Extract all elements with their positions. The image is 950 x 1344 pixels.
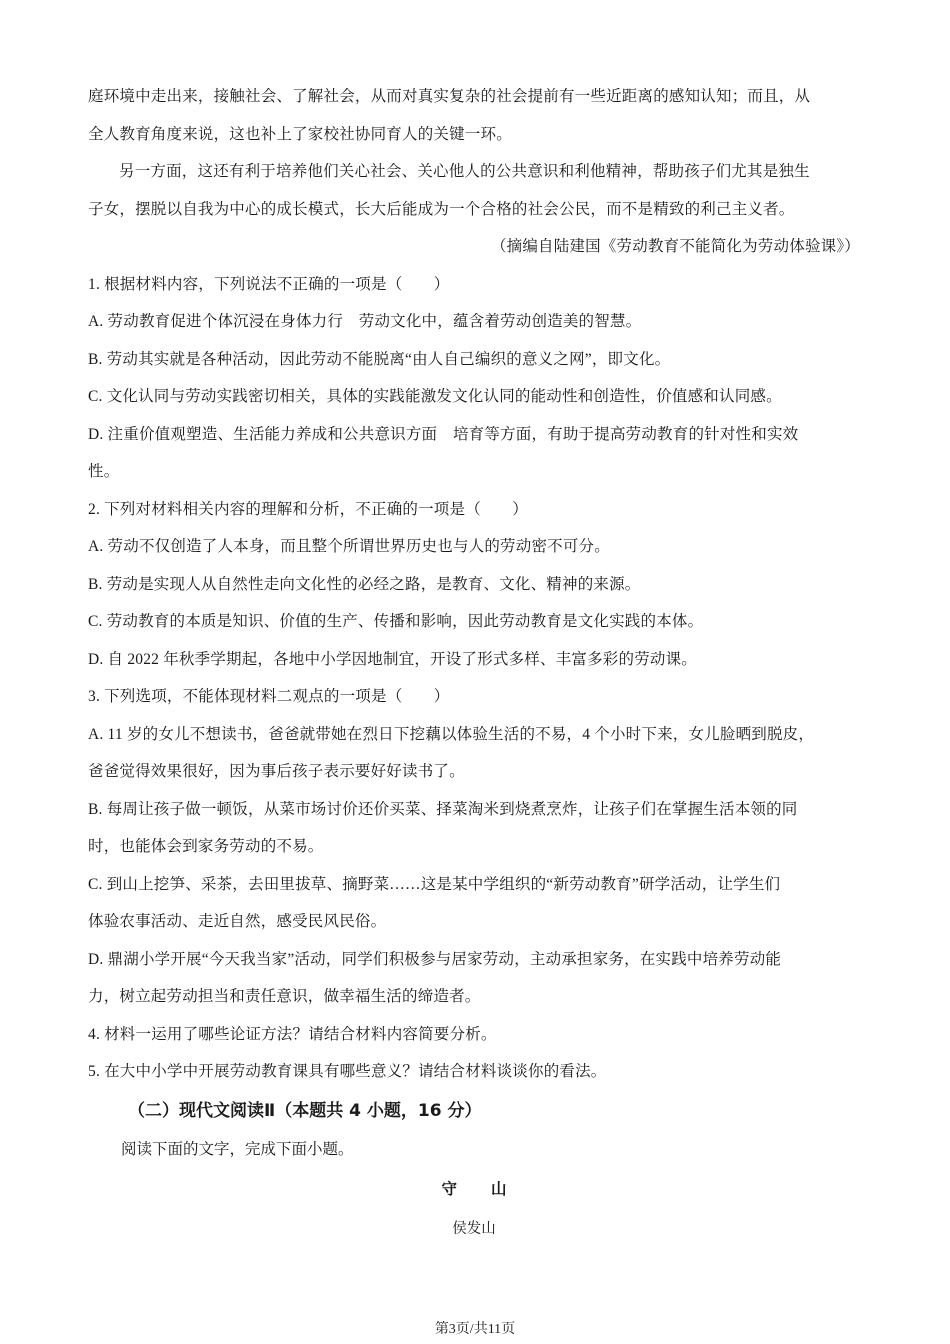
passage-line: 全人教育角度来说，这也补上了家校社协同育人的关键一环。	[88, 124, 512, 143]
question-3-option-d-cont: 力，树立起劳动担当和责任意识，做幸福生活的缔造者。	[88, 988, 481, 1005]
passage-line: 子女，摆脱以自我为中心的成长模式，长大后能成为一个合格的社会公民，而不是精致的利己主义者。	[88, 199, 795, 218]
story-author: 侯发山	[452, 1220, 496, 1237]
question-3-option-b: B. 每周让孩子做一顿饭，从菜市场讨价还价买菜、择菜淘米到烧煮烹炸，让孩子们在掌握生活本领的同	[88, 800, 798, 818]
question-3-stem: 3. 下列选项，不能体现材料二观点的一项是（ ）	[88, 688, 450, 705]
question-2-option-b: B. 劳动是实现人从自然性走向文化性的必经之路，是教育、文化、精神的来源。	[88, 575, 641, 593]
section-heading: （二）现代文阅读Ⅱ（本题共 4 小题，16 分）	[128, 1100, 482, 1121]
page-footer: 第3页/共11页	[434, 1322, 516, 1337]
question-1-option-d: D. 注重价值观塑造、生活能力养成和公共意识方面 培育等方面，有助于提高劳动教育的针对性和实效	[88, 425, 799, 443]
section-instruction: 阅读下面的文字，完成下面小题。	[121, 1139, 354, 1158]
question-3-option-d: D. 鼎湖小学开展“今天我当家”活动，同学们积极参与居家劳动，主动承担家务，在实践中培养劳动能	[88, 950, 782, 968]
question-list	[88, 266, 860, 1091]
story-title: 守山	[441, 1179, 541, 1198]
passage-line: 另一方面，这还有利于培养他们关心社会、关心他人的公共意识和利他精神，帮助孩子们尤其是独生	[119, 162, 810, 180]
question-3-option-a-cont: 爸爸觉得效果很好，因为事后孩子表示要好好读书了。	[88, 763, 465, 780]
document-page	[88, 78, 860, 1248]
question-3-option-a: A. 11 岁的女儿不想读书，爸爸就带她在烈日下挖藕以体验生活的不易，4 个小时下来，女儿脸晒到脱皮，	[88, 725, 815, 743]
passage-source: （摘编自陆建国《劳动教育不能简化为劳动体验课》）	[490, 237, 860, 255]
question-5-stem: 5. 在大中小学中开展劳动教育课具有哪些意义？请结合材料谈谈你的看法。	[88, 1063, 607, 1080]
question-1-stem: 1. 根据材料内容，下列说法不正确的一项是（ ）	[88, 275, 450, 293]
question-1-option-b: B. 劳动其实就是各种活动，因此劳动不能脱离“由人自己编织的意义之网”，即文化。	[88, 350, 671, 368]
question-1-option-c: C. 文化认同与劳动实践密切相关，具体的实践能激发文化认同的能动性和创造性，价值感和认同感。	[88, 388, 782, 405]
question-1-option-a: A. 劳动教育促进个体沉浸在身体力行 劳动文化中，蕴含着劳动创造美的智慧。	[88, 313, 642, 330]
question-2-option-d: D. 自 2022 年秋季学期起，各地中小学因地制宜，开设了形式多样、丰富多彩的劳动课。	[88, 650, 697, 668]
question-2-stem: 2. 下列对材料相关内容的理解和分析，不正确的一项是（ ）	[88, 500, 529, 518]
passage-line: 庭环境中走出来，接触社会、了解社会，从而对真实复杂的社会提前有一些近距离的感知认知；而且，从	[88, 87, 811, 105]
question-3-option-c: C. 到山上挖笋、采茶，去田里拔草、摘野菜……这是某中学组织的“新劳动教育”研学活动，让学生们	[88, 875, 781, 893]
question-2-option-c: C. 劳动教育的本质是知识、价值的生产、传播和影响，因此劳动教育是文化实践的本体。	[88, 613, 704, 630]
question-3-option-c-cont: 体验农事活动、走近自然，感受民风民俗。	[88, 913, 387, 930]
question-1-option-d-cont: 性。	[88, 463, 120, 480]
passage-continuation	[88, 78, 860, 266]
question-3-option-b-cont: 时，也能体会到家务劳动的不易。	[88, 838, 324, 855]
question-2-option-a: A. 劳动不仅创造了人本身，而且整个所谓世界历史也与人的劳动密不可分。	[88, 538, 610, 555]
question-4-stem: 4. 材料一运用了哪些论证方法？请结合材料内容简要分析。	[88, 1025, 497, 1043]
